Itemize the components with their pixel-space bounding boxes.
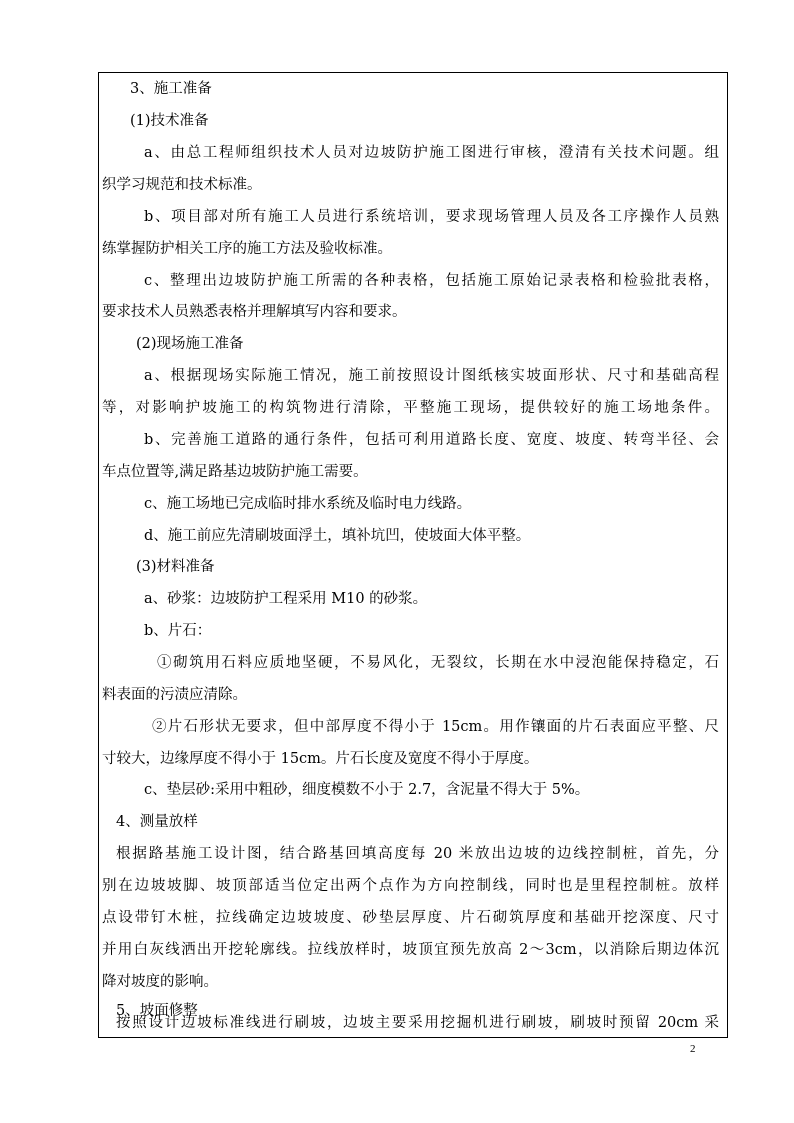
paragraph-line: 车点位置等,满足路基边坡防护施工需要。 [102, 464, 368, 480]
heading-slope-trimming: 5、坡面修整 [116, 1003, 198, 1019]
page-number: 2 [690, 1043, 696, 1055]
paragraph-line: ②片石形状无要求，但中部厚度不得小于 15cm。用作镶面的片石表面应平整、尺 [152, 719, 719, 735]
paragraph-line: 寸较大，边缘厚度不得小于 15cm。片石长度及宽度不得小于厚度。 [102, 751, 539, 767]
subheading-material-prep: (3)材料准备 [136, 559, 215, 575]
paragraph-line: c、垫层砂:采用中粗砂，细度模数不小于 2.7，含泥量不得大于 5%。 [144, 782, 590, 798]
paragraph-line: 料表面的污渍应清除。 [102, 687, 247, 703]
paragraph-line: 降对坡度的影响。 [102, 974, 218, 990]
content-frame [98, 72, 728, 1038]
paragraph-line: 练掌握防护相关工序的施工方法及验收标准。 [102, 241, 392, 257]
paragraph-line: b、片石： [144, 623, 212, 639]
paragraph-line: 按照设计边坡标准线进行刷坡，边坡主要采用挖掘机进行刷坡，刷坡时预留 20cm 采 [116, 1015, 719, 1031]
paragraph-line: 要求技术人员熟悉表格并理解填写内容和要求。 [102, 304, 407, 320]
paragraph-line: 别在边坡坡脚、坡顶部适当位定出两个点作为方向控制线，同时也是里程控制桩。放样 [102, 878, 719, 894]
paragraph-line: d、施工前应先清刷坡面浮土，填补坑凹，使坡面大体平整。 [144, 528, 531, 544]
subheading-technical-prep: (1)技术准备 [130, 113, 209, 129]
paragraph-line: 点设带钉木桩，拉线确定边坡坡度、砂垫层厚度、片石砌筑厚度和基础开挖深度、尺寸 [102, 910, 719, 926]
paragraph-line: b、完善施工道路的通行条件，包括可利用道路长度、宽度、坡度、转弯半径、会 [144, 432, 719, 448]
heading-survey-layout: 4、测量放样 [116, 814, 198, 830]
subheading-site-prep: (2)现场施工准备 [136, 336, 244, 352]
paragraph-line: c、施工场地已完成临时排水系统及临时电力线路。 [144, 496, 472, 512]
paragraph-line: a、砂浆：边坡防护工程采用 M10 的砂浆。 [144, 591, 428, 607]
paragraph-line: b、项目部对所有施工人员进行系统培训，要求现场管理人员及各工序操作人员熟 [144, 209, 719, 225]
paragraph-line: a、由总工程师组织技术人员对边坡防护施工图进行审核，澄清有关技术问题。组 [144, 145, 719, 161]
paragraph-line: 根据路基施工设计图，结合路基回填高度每 20 米放出边坡的边线控制桩，首先，分 [116, 846, 719, 862]
heading-construction-prep: 3、施工准备 [130, 81, 212, 97]
paragraph-line: ①砌筑用石料应质地坚硬，不易风化，无裂纹，长期在水中浸泡能保持稳定，石 [157, 655, 719, 671]
paragraph-line: a、根据现场实际施工情况，施工前按照设计图纸核实坡面形状、尺寸和基础高程 [144, 368, 719, 384]
paragraph-line: 并用白灰线洒出开挖轮廓线。拉线放样时，坡顶宜预先放高 2～3cm，以消除后期边体沉 [102, 942, 719, 958]
paragraph-line: c、整理出边坡防护施工所需的各种表格，包括施工原始记录表格和检验批表格， [144, 273, 719, 289]
paragraph-line: 等，对影响护坡施工的构筑物进行清除，平整施工现场，提供较好的施工场地条件。 [102, 400, 719, 416]
paragraph-line: 织学习规范和技术标准。 [102, 177, 262, 193]
